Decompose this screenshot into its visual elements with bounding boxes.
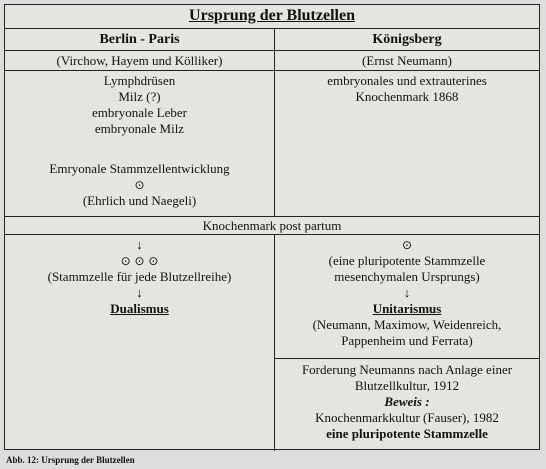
unitarism-names: Pappenheim und Ferrata) [341,333,473,348]
postpartum-label: Knochenmark post partum [202,218,342,233]
title-row [5,5,539,29]
origin-item: Knochenmark 1868 [355,89,459,104]
figure-caption: Abb. 12: Ursprung der Blutzellen [6,455,135,465]
subheader-right: (Ernst Neumann) [362,53,452,68]
evidence-line: Knochenmarkkultur (Fauser), 1982 [315,410,499,425]
left-origins [5,71,275,216]
origin-item: embryonale Milz [94,121,185,136]
lower-section [5,235,539,451]
arrow-down-icon: ↓ [136,237,143,252]
dualism-column [5,235,275,451]
header-row [5,29,539,51]
evidence-column [275,359,539,451]
origins-row [5,71,539,217]
origin-item: embryonales und extrauterines [327,73,487,88]
stem-line: Emryonale Stammzellentwicklung [49,161,230,176]
stem-cells-icon: ⊙ ⊙ ⊙ [120,254,159,268]
header-right: Königsberg [372,32,442,47]
evidence-label: Beweis : [384,394,430,409]
unitarism-term: Unitarismus [372,301,442,316]
origin-item: Lymphdrüsen [103,73,176,88]
arrow-down-icon: ↓ [136,285,143,300]
dualism-description: (Stammzelle für jede Blutzellreihe) [47,269,232,284]
subheader-left: (Virchow, Hayem und Kölliker) [5,51,275,70]
unitarism-names: (Neumann, Maximow, Weidenreich, [312,317,502,332]
stem-names: (Ehrlich und Naegeli) [82,193,197,208]
evidence-line: Blutzellkultur, 1912 [354,378,460,393]
evidence-line: Forderung Neumanns nach Anlage einer [301,362,513,377]
figure-table [4,4,540,450]
origin-item: embryonale Leber [92,105,187,120]
evidence-conclusion: eine pluripotente Stammzelle [326,426,488,441]
subheader-row [5,51,539,71]
page-title: Ursprung der Blutzellen [189,7,355,24]
stem-cell-icon: ⊙ [134,178,145,192]
unitarism-column [275,235,539,359]
right-origins [275,71,539,216]
postpartum-row [5,217,539,235]
origin-item: Milz (?) [118,89,161,104]
dualism-term: Dualismus [110,301,169,316]
unitarism-description: mesenchymalen Ursprungs) [334,269,480,284]
stem-cell-icon: ⊙ [401,238,413,252]
unitarism-description: (eine pluripotente Stammzelle [328,253,486,268]
header-left: Berlin - Paris [5,29,275,50]
arrow-down-icon: ↓ [403,285,411,300]
